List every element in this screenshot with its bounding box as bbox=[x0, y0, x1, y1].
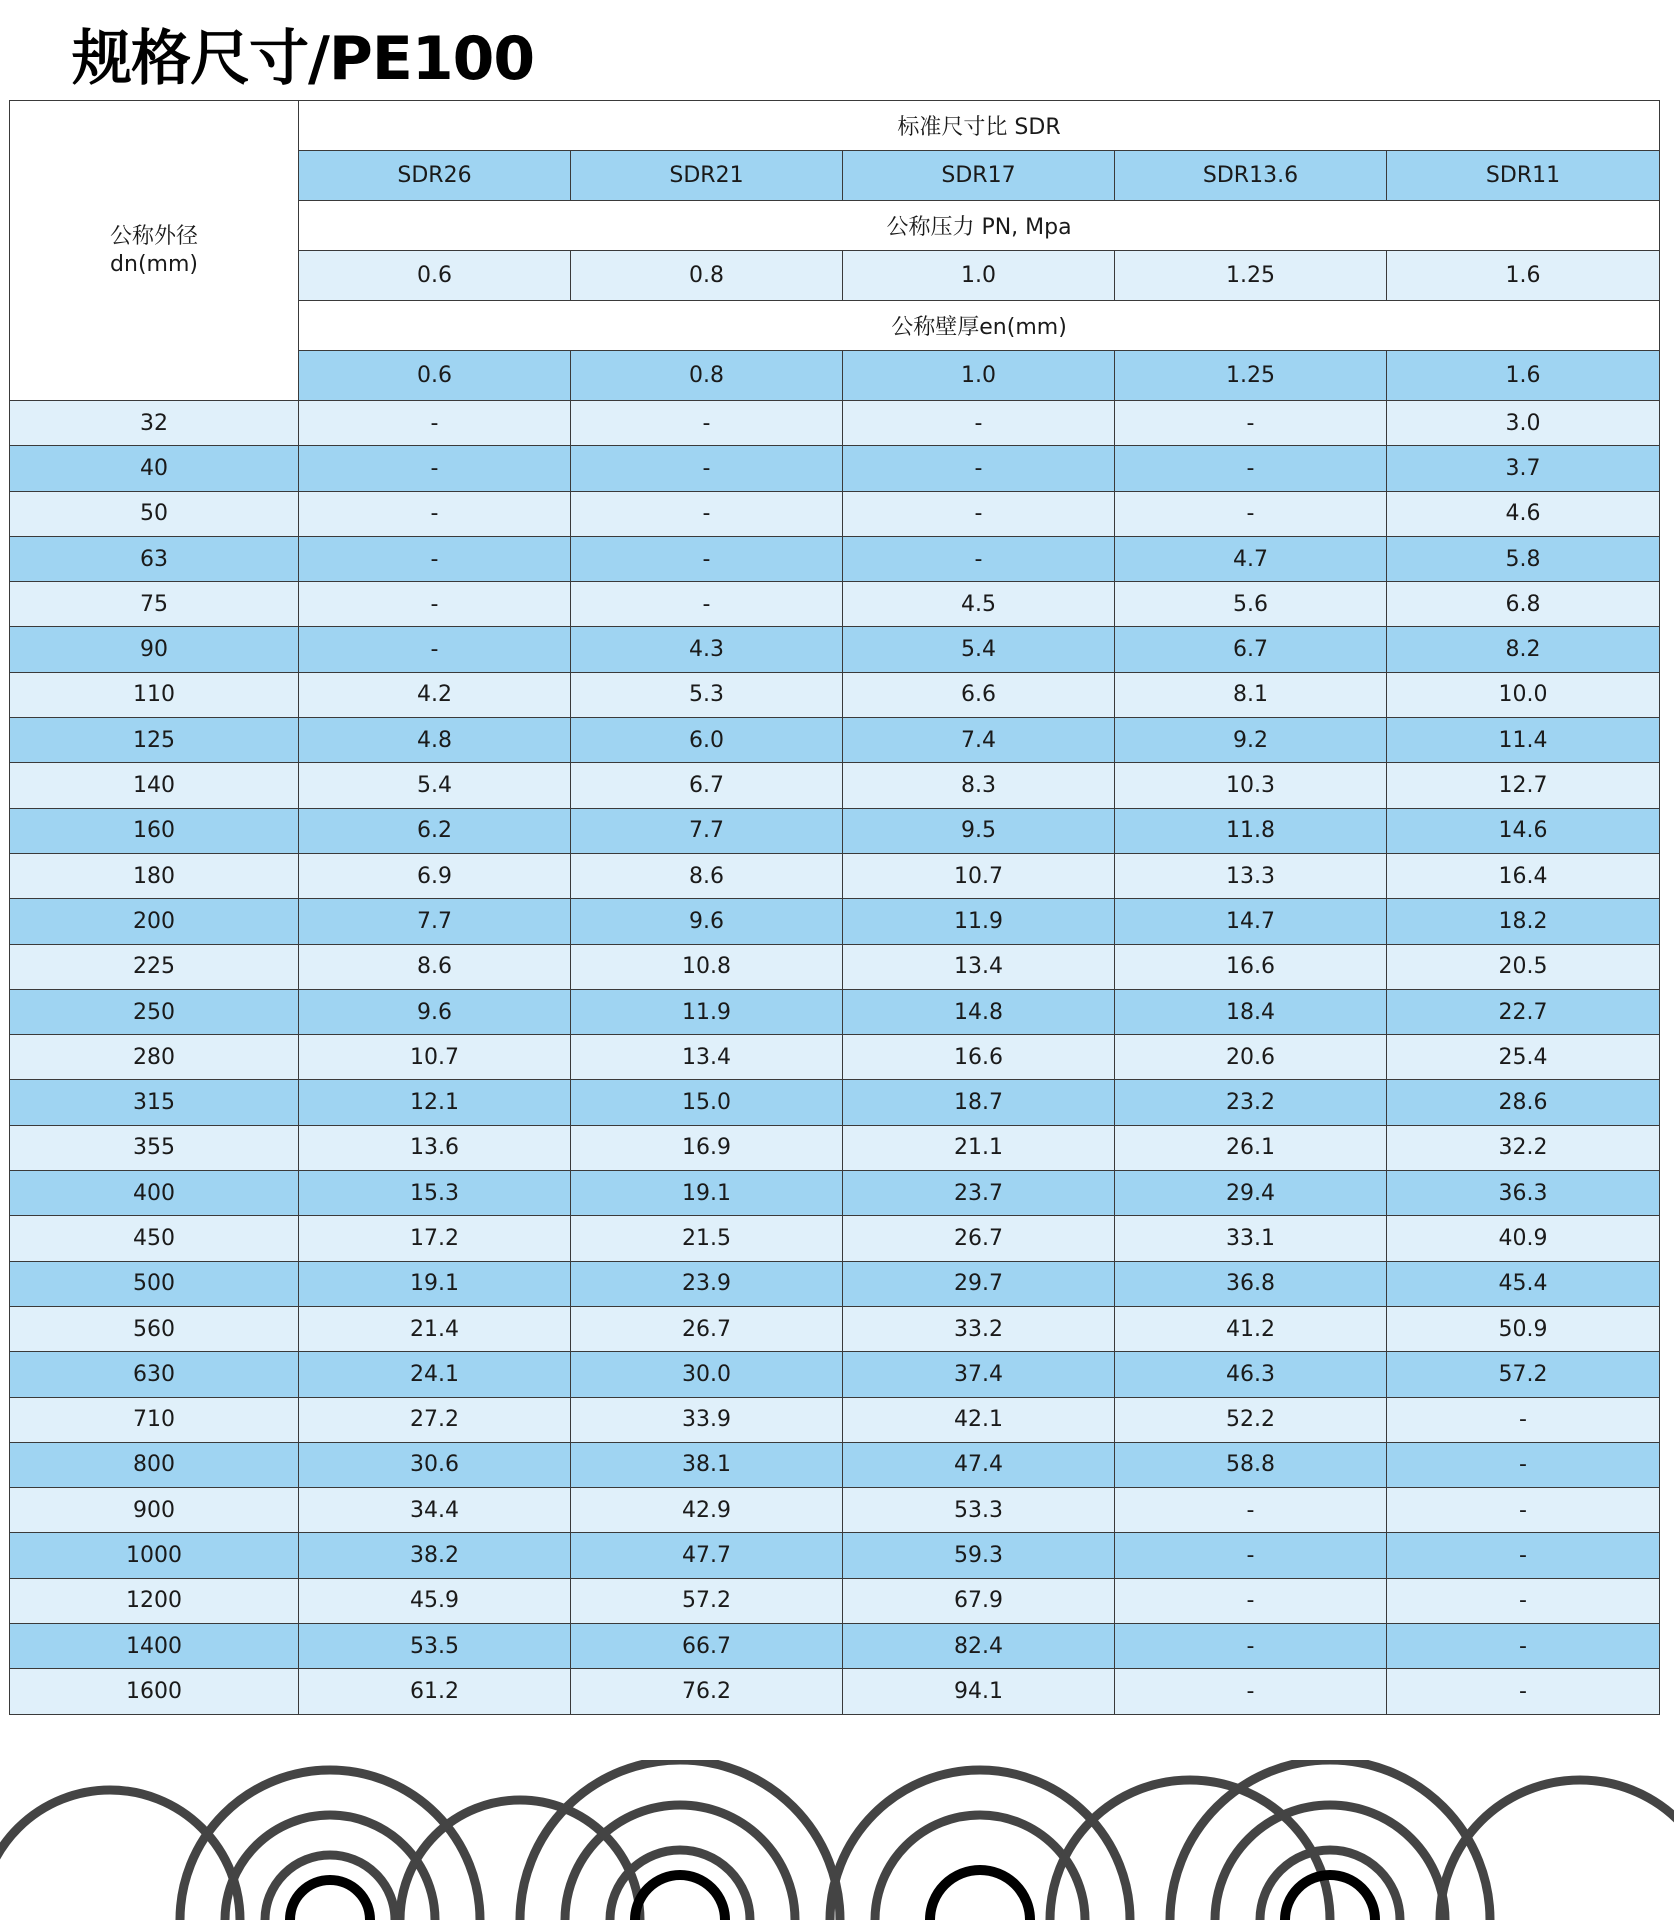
wall-thickness-cell: - bbox=[1115, 1624, 1387, 1669]
wall-thickness-cell: - bbox=[571, 536, 843, 581]
dn-cell: 75 bbox=[10, 582, 299, 627]
dn-cell: 560 bbox=[10, 1306, 299, 1351]
wall-thickness-cell: - bbox=[1387, 1533, 1660, 1578]
table-row bbox=[10, 1352, 1660, 1397]
wall-thickness-cell: 11.9 bbox=[843, 899, 1115, 944]
wall-thickness-cell: 13.3 bbox=[1115, 853, 1387, 898]
wall-header-value: 1.6 bbox=[1387, 351, 1660, 401]
wall-thickness-cell: 7.4 bbox=[843, 718, 1115, 763]
wall-thickness-cell: 9.5 bbox=[843, 808, 1115, 853]
wall-thickness-cell: 11.8 bbox=[1115, 808, 1387, 853]
wall-thickness-cell: 17.2 bbox=[299, 1216, 571, 1261]
wall-thickness-cell: 45.9 bbox=[299, 1578, 571, 1623]
table-row bbox=[10, 1216, 1660, 1261]
wall-thickness-cell: 13.4 bbox=[843, 944, 1115, 989]
sdr-group-row bbox=[10, 101, 1660, 151]
wall-thickness-cell: 15.0 bbox=[571, 1080, 843, 1125]
table-row bbox=[10, 1669, 1660, 1714]
wall-thickness-cell: 10.7 bbox=[843, 853, 1115, 898]
wall-thickness-cell: 14.7 bbox=[1115, 899, 1387, 944]
wall-thickness-cell: 47.4 bbox=[843, 1442, 1115, 1487]
wall-header-value: 0.6 bbox=[299, 351, 571, 401]
wall-thickness-cell: 67.9 bbox=[843, 1578, 1115, 1623]
wall-thickness-cell: 8.1 bbox=[1115, 672, 1387, 717]
dn-cell: 40 bbox=[10, 446, 299, 491]
wall-thickness-cell: 4.5 bbox=[843, 582, 1115, 627]
wall-thickness-cell: 18.2 bbox=[1387, 899, 1660, 944]
table-row bbox=[10, 1306, 1660, 1351]
table-row bbox=[10, 1442, 1660, 1487]
dn-cell: 1000 bbox=[10, 1533, 299, 1578]
table-row bbox=[10, 491, 1660, 536]
table-row bbox=[10, 763, 1660, 808]
dn-cell: 140 bbox=[10, 763, 299, 808]
dn-cell: 450 bbox=[10, 1216, 299, 1261]
wall-thickness-cell: 26.7 bbox=[571, 1306, 843, 1351]
wall-thickness-cell: 14.8 bbox=[843, 989, 1115, 1034]
wall-thickness-cell: 3.7 bbox=[1387, 446, 1660, 491]
wall-thickness-cell: - bbox=[1387, 1578, 1660, 1623]
wall-thickness-cell: 6.2 bbox=[299, 808, 571, 853]
wall-thickness-cell: 8.2 bbox=[1387, 627, 1660, 672]
wall-thickness-cell: - bbox=[843, 446, 1115, 491]
wall-thickness-cell: - bbox=[1387, 1624, 1660, 1669]
wall-thickness-cell: 12.1 bbox=[299, 1080, 571, 1125]
dn-cell: 315 bbox=[10, 1080, 299, 1125]
table-row bbox=[10, 401, 1660, 446]
wall-thickness-cell: 23.7 bbox=[843, 1171, 1115, 1216]
wall-thickness-cell: - bbox=[1115, 1578, 1387, 1623]
table-row bbox=[10, 446, 1660, 491]
dn-cell: 1200 bbox=[10, 1578, 299, 1623]
table-row bbox=[10, 899, 1660, 944]
table-row bbox=[10, 1624, 1660, 1669]
table-row bbox=[10, 1171, 1660, 1216]
dn-cell: 630 bbox=[10, 1352, 299, 1397]
table-row bbox=[10, 808, 1660, 853]
table-row bbox=[10, 1488, 1660, 1533]
decorative-wave-pattern bbox=[0, 1760, 1674, 1920]
wall-thickness-cell: 10.8 bbox=[571, 944, 843, 989]
wall-thickness-cell: 41.2 bbox=[1115, 1306, 1387, 1351]
wall-thickness-cell: 26.1 bbox=[1115, 1125, 1387, 1170]
wall-thickness-cell: - bbox=[843, 491, 1115, 536]
wall-thickness-cell: 36.3 bbox=[1387, 1171, 1660, 1216]
pn-value: 1.6 bbox=[1387, 251, 1660, 301]
wall-thickness-cell: 9.6 bbox=[571, 899, 843, 944]
wall-thickness-cell: 20.6 bbox=[1115, 1035, 1387, 1080]
wall-thickness-cell: - bbox=[1115, 401, 1387, 446]
wall-thickness-cell: 66.7 bbox=[571, 1624, 843, 1669]
wall-thickness-cell: - bbox=[1115, 1533, 1387, 1578]
dn-cell: 900 bbox=[10, 1488, 299, 1533]
sdr-group-label: 标准尺寸比 SDR bbox=[299, 101, 1660, 151]
wall-thickness-cell: - bbox=[1387, 1397, 1660, 1442]
wall-thickness-cell: 23.2 bbox=[1115, 1080, 1387, 1125]
wall-thickness-cell: 5.3 bbox=[571, 672, 843, 717]
table-row bbox=[10, 718, 1660, 763]
wall-thickness-cell: 21.1 bbox=[843, 1125, 1115, 1170]
wall-thickness-cell: 7.7 bbox=[299, 899, 571, 944]
sdr-column-header: SDR26 bbox=[299, 151, 571, 201]
wall-thickness-cell: 57.2 bbox=[1387, 1352, 1660, 1397]
wall-thickness-cell: 20.5 bbox=[1387, 944, 1660, 989]
table-row bbox=[10, 1533, 1660, 1578]
wall-thickness-cell: 4.7 bbox=[1115, 536, 1387, 581]
pn-value: 0.6 bbox=[299, 251, 571, 301]
wall-thickness-cell: 9.6 bbox=[299, 989, 571, 1034]
wall-thickness-cell: 25.4 bbox=[1387, 1035, 1660, 1080]
wall-thickness-cell: 3.0 bbox=[1387, 401, 1660, 446]
table-row bbox=[10, 1578, 1660, 1623]
wall-thickness-cell: 6.0 bbox=[571, 718, 843, 763]
table-row bbox=[10, 989, 1660, 1034]
wall-thickness-cell: 82.4 bbox=[843, 1624, 1115, 1669]
wall-thickness-cell: 33.1 bbox=[1115, 1216, 1387, 1261]
wall-thickness-cell: 45.4 bbox=[1387, 1261, 1660, 1306]
pn-group-label: 公称压力 PN, Mpa bbox=[299, 201, 1660, 251]
wall-thickness-cell: 11.4 bbox=[1387, 718, 1660, 763]
table-row bbox=[10, 853, 1660, 898]
wall-thickness-cell: - bbox=[299, 446, 571, 491]
wall-thickness-cell: - bbox=[843, 536, 1115, 581]
wall-header-value: 0.8 bbox=[571, 351, 843, 401]
table-row bbox=[10, 627, 1660, 672]
wall-thickness-cell: - bbox=[1115, 1669, 1387, 1714]
table-row bbox=[10, 1261, 1660, 1306]
wall-thickness-cell: 30.6 bbox=[299, 1442, 571, 1487]
wall-thickness-cell: 13.6 bbox=[299, 1125, 571, 1170]
table-row bbox=[10, 582, 1660, 627]
wall-thickness-cell: 21.5 bbox=[571, 1216, 843, 1261]
table-row bbox=[10, 536, 1660, 581]
wall-thickness-cell: 58.8 bbox=[1115, 1442, 1387, 1487]
wall-thickness-cell: - bbox=[843, 401, 1115, 446]
wall-header-value: 1.25 bbox=[1115, 351, 1387, 401]
wall-thickness-cell: 5.8 bbox=[1387, 536, 1660, 581]
wall-thickness-cell: 94.1 bbox=[843, 1669, 1115, 1714]
wall-group-label: 公称壁厚en(mm) bbox=[299, 301, 1660, 351]
dn-cell: 800 bbox=[10, 1442, 299, 1487]
wall-thickness-cell: - bbox=[571, 446, 843, 491]
wall-thickness-cell: 6.7 bbox=[1115, 627, 1387, 672]
dn-cell: 280 bbox=[10, 1035, 299, 1080]
wall-thickness-cell: 19.1 bbox=[299, 1261, 571, 1306]
wall-thickness-cell: - bbox=[1115, 491, 1387, 536]
wall-thickness-cell: 18.7 bbox=[843, 1080, 1115, 1125]
wall-thickness-cell: 34.4 bbox=[299, 1488, 571, 1533]
wall-thickness-cell: 8.3 bbox=[843, 763, 1115, 808]
dn-cell: 110 bbox=[10, 672, 299, 717]
wall-thickness-cell: - bbox=[1387, 1488, 1660, 1533]
wall-thickness-cell: 42.1 bbox=[843, 1397, 1115, 1442]
wall-thickness-cell: 57.2 bbox=[571, 1578, 843, 1623]
dn-cell: 63 bbox=[10, 536, 299, 581]
wall-thickness-cell: - bbox=[1387, 1669, 1660, 1714]
sdr-column-header: SDR13.6 bbox=[1115, 151, 1387, 201]
wall-thickness-cell: - bbox=[1387, 1442, 1660, 1487]
wall-thickness-cell: 40.9 bbox=[1387, 1216, 1660, 1261]
sdr-column-header: SDR11 bbox=[1387, 151, 1660, 201]
wall-thickness-cell: 6.6 bbox=[843, 672, 1115, 717]
spec-table bbox=[9, 100, 1660, 1715]
wall-thickness-cell: 5.4 bbox=[299, 763, 571, 808]
wall-thickness-cell: 47.7 bbox=[571, 1533, 843, 1578]
dn-cell: 225 bbox=[10, 944, 299, 989]
table-row bbox=[10, 1397, 1660, 1442]
dn-cell: 400 bbox=[10, 1171, 299, 1216]
wall-thickness-cell: 10.3 bbox=[1115, 763, 1387, 808]
page-title: 规格尺寸/PE100 bbox=[72, 24, 535, 94]
wall-thickness-cell: 61.2 bbox=[299, 1669, 571, 1714]
wall-thickness-cell: 42.9 bbox=[571, 1488, 843, 1533]
wall-thickness-cell: 36.8 bbox=[1115, 1261, 1387, 1306]
wall-thickness-cell: 8.6 bbox=[571, 853, 843, 898]
wall-thickness-cell: 76.2 bbox=[571, 1669, 843, 1714]
wall-thickness-cell: 21.4 bbox=[299, 1306, 571, 1351]
wall-thickness-cell: 28.6 bbox=[1387, 1080, 1660, 1125]
wall-thickness-cell: 37.4 bbox=[843, 1352, 1115, 1397]
table-row bbox=[10, 1035, 1660, 1080]
wall-thickness-cell: - bbox=[299, 627, 571, 672]
wall-thickness-cell: 18.4 bbox=[1115, 989, 1387, 1034]
dn-header-cell bbox=[10, 101, 299, 401]
dn-cell: 710 bbox=[10, 1397, 299, 1442]
wall-thickness-cell: - bbox=[571, 582, 843, 627]
wall-header-value: 1.0 bbox=[843, 351, 1115, 401]
wall-thickness-cell: 4.6 bbox=[1387, 491, 1660, 536]
dn-cell: 1600 bbox=[10, 1669, 299, 1714]
wall-thickness-cell: 59.3 bbox=[843, 1533, 1115, 1578]
dn-label-line2: dn(mm) bbox=[110, 251, 198, 277]
wall-thickness-cell: 10.7 bbox=[299, 1035, 571, 1080]
dn-cell: 250 bbox=[10, 989, 299, 1034]
dn-cell: 32 bbox=[10, 401, 299, 446]
dn-label-line1: 公称外径 bbox=[109, 223, 198, 249]
wall-thickness-cell: 16.6 bbox=[843, 1035, 1115, 1080]
wall-thickness-cell: 26.7 bbox=[843, 1216, 1115, 1261]
wall-thickness-cell: 8.6 bbox=[299, 944, 571, 989]
wall-thickness-cell: - bbox=[571, 401, 843, 446]
wall-thickness-cell: - bbox=[1115, 446, 1387, 491]
wall-thickness-cell: 53.3 bbox=[843, 1488, 1115, 1533]
dn-cell: 90 bbox=[10, 627, 299, 672]
pn-value: 1.25 bbox=[1115, 251, 1387, 301]
dn-cell: 160 bbox=[10, 808, 299, 853]
wall-thickness-cell: 16.4 bbox=[1387, 853, 1660, 898]
pn-value: 0.8 bbox=[571, 251, 843, 301]
wall-thickness-cell: - bbox=[299, 401, 571, 446]
table-row bbox=[10, 672, 1660, 717]
dn-cell: 180 bbox=[10, 853, 299, 898]
wall-thickness-cell: 52.2 bbox=[1115, 1397, 1387, 1442]
wall-thickness-cell: 38.1 bbox=[571, 1442, 843, 1487]
wall-thickness-cell: 5.4 bbox=[843, 627, 1115, 672]
dn-cell: 500 bbox=[10, 1261, 299, 1306]
wall-thickness-cell: 15.3 bbox=[299, 1171, 571, 1216]
dn-cell: 200 bbox=[10, 899, 299, 944]
table-row bbox=[10, 1080, 1660, 1125]
wall-thickness-cell: 22.7 bbox=[1387, 989, 1660, 1034]
table-row bbox=[10, 1125, 1660, 1170]
wall-thickness-cell: 23.9 bbox=[571, 1261, 843, 1306]
wall-thickness-cell: 16.6 bbox=[1115, 944, 1387, 989]
wall-thickness-cell: - bbox=[299, 536, 571, 581]
sdr-column-header: SDR21 bbox=[571, 151, 843, 201]
wall-thickness-cell: 10.0 bbox=[1387, 672, 1660, 717]
wall-thickness-cell: 14.6 bbox=[1387, 808, 1660, 853]
wall-thickness-cell: 16.9 bbox=[571, 1125, 843, 1170]
wall-thickness-cell: 53.5 bbox=[299, 1624, 571, 1669]
wall-thickness-cell: 7.7 bbox=[571, 808, 843, 853]
wall-thickness-cell: 32.2 bbox=[1387, 1125, 1660, 1170]
wall-thickness-cell: 33.9 bbox=[571, 1397, 843, 1442]
dn-cell: 125 bbox=[10, 718, 299, 763]
wall-thickness-cell: 29.7 bbox=[843, 1261, 1115, 1306]
wall-thickness-cell: 12.7 bbox=[1387, 763, 1660, 808]
wall-thickness-cell: 19.1 bbox=[571, 1171, 843, 1216]
wall-thickness-cell: 46.3 bbox=[1115, 1352, 1387, 1397]
wall-thickness-cell: 4.8 bbox=[299, 718, 571, 763]
wall-thickness-cell: 11.9 bbox=[571, 989, 843, 1034]
wall-thickness-cell: 9.2 bbox=[1115, 718, 1387, 763]
wall-thickness-cell: 24.1 bbox=[299, 1352, 571, 1397]
dn-cell: 50 bbox=[10, 491, 299, 536]
pn-value: 1.0 bbox=[843, 251, 1115, 301]
wall-thickness-cell: 4.2 bbox=[299, 672, 571, 717]
wall-thickness-cell: - bbox=[299, 582, 571, 627]
wall-thickness-cell: 27.2 bbox=[299, 1397, 571, 1442]
wall-thickness-cell: 5.6 bbox=[1115, 582, 1387, 627]
wall-thickness-cell: - bbox=[299, 491, 571, 536]
wall-thickness-cell: 6.9 bbox=[299, 853, 571, 898]
dn-cell: 355 bbox=[10, 1125, 299, 1170]
sdr-column-header: SDR17 bbox=[843, 151, 1115, 201]
wall-thickness-cell: 13.4 bbox=[571, 1035, 843, 1080]
wall-thickness-cell: 6.7 bbox=[571, 763, 843, 808]
table-row bbox=[10, 944, 1660, 989]
wall-thickness-cell: - bbox=[1115, 1488, 1387, 1533]
wall-thickness-cell: 38.2 bbox=[299, 1533, 571, 1578]
wall-thickness-cell: 29.4 bbox=[1115, 1171, 1387, 1216]
wall-thickness-cell: 6.8 bbox=[1387, 582, 1660, 627]
wall-thickness-cell: - bbox=[571, 491, 843, 536]
dn-cell: 1400 bbox=[10, 1624, 299, 1669]
wall-thickness-cell: 30.0 bbox=[571, 1352, 843, 1397]
wall-thickness-cell: 4.3 bbox=[571, 627, 843, 672]
wall-thickness-cell: 50.9 bbox=[1387, 1306, 1660, 1351]
wall-thickness-cell: 33.2 bbox=[843, 1306, 1115, 1351]
